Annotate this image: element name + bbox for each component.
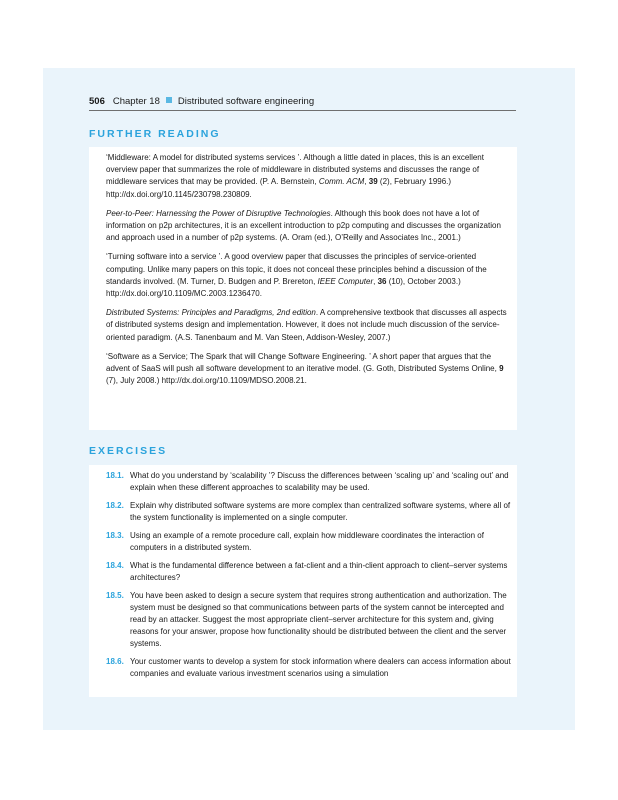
chapter-label: Chapter 18 bbox=[112, 96, 160, 107]
reading-entry: ‘Turning software into a service ’. A good overview paper that discusses the principles of service-oriented computing. Unlike many papers on this topic, it does not conceal these principles behind a discussion of the standards involved. (M. Turner, D. Budgen and P. Brereton, IEEE Computer, 36 (10), October 2003.) http://dx.doi.org/10.1109/MC.2003.1236470. bbox=[106, 252, 487, 299]
exercise-number: 18.2. bbox=[106, 500, 124, 510]
reading-entry: ‘Middleware: A model for distributed systems services ’. Although a little dated in places, this is an excellent overview paper that summarizes the role of middleware in distributed systems and discusses the range of middleware services that may be provided. (P. A. Bernstein, Comm. ACM, 39 (2), February 1996.) http://dx.doi.org/10.1145/230798.230809. bbox=[106, 153, 484, 199]
exercises-box bbox=[89, 465, 517, 697]
reading-entry: ‘Software as a Service; The Spark that will Change Software Engineering. ’ A short paper that argues that the advent of SaaS will push all software development to an iterative model. (G. Goth, Distributed Systems Online, 9 (7), July 2008.) http://dx.doi.org/10.1109/MDSO.2008.21. bbox=[106, 351, 504, 386]
exercise-list bbox=[106, 470, 516, 686]
further-reading-heading: FURTHER READING bbox=[89, 128, 221, 140]
exercise-item bbox=[106, 500, 516, 524]
separator-square-icon bbox=[166, 97, 172, 103]
page-number: 506 bbox=[89, 96, 105, 107]
exercise-item bbox=[106, 656, 516, 680]
exercise-item bbox=[106, 470, 516, 494]
reading-list bbox=[106, 152, 507, 394]
exercise-number: 18.6. bbox=[106, 657, 124, 667]
further-reading-box bbox=[89, 147, 517, 430]
exercise-text: Explain why distributed software systems are more complex than centralized software systems, where all of the system functionality is implemented on a single computer. bbox=[130, 500, 511, 523]
exercise-number: 18.1. bbox=[106, 471, 124, 480]
exercise-number: 18.4. bbox=[106, 560, 124, 570]
exercise-number: 18.5. bbox=[106, 590, 124, 600]
exercise-text: Using an example of a remote procedure call, explain how middleware coordinates the interaction of computers in a distributed system. bbox=[130, 530, 484, 553]
chapter-title: Distributed software engineering bbox=[177, 96, 315, 107]
exercise-item bbox=[106, 560, 516, 584]
exercises-heading: EXERCISES bbox=[89, 445, 168, 457]
exercise-text: You have been asked to design a secure system that requires strong authentication and authorization. The system must be designed so that communications between parts of the system cannot be intercepted and read by an attacker. Suggest the most appropriate client–server architecture for this system and, giving reasons for your answer, propose how functionality should be distributed between the client and the server systems. bbox=[130, 590, 507, 649]
exercise-item bbox=[106, 530, 516, 554]
reading-entry: Distributed Systems: Principles and Paradigms, 2nd edition. A comprehensive textbook that discusses all aspects of distributed systems design and implementation. However, it does not include much discussion of the service-oriented paradigm. (A.S. Tanenbaum and M. Van Steen, Addison-Wesley, 2007.) bbox=[106, 308, 507, 342]
exercise-text: What is the fundamental difference between a fat-client and a thin-client approach to client–server systems architectures? bbox=[130, 560, 508, 582]
exercise-text: What do you understand by ‘scalability ’? Discuss the differences between ‘scaling up’ and ‘scaling out’ and explain when these different approaches to scalability may be used. bbox=[130, 471, 509, 493]
reading-entry: Peer-to-Peer: Harnessing the Power of Disruptive Technologies. Although this book does not have a lot of information on p2p architectures, it is an excellent introduction to p2p computing and discusses the organization and approach used in a number of p2p systems. (A. Oram (ed.), O’Reilly and Associates Inc., 2001.) bbox=[106, 208, 501, 243]
running-head bbox=[89, 94, 516, 111]
exercise-text: Your customer wants to develop a system for stock information where dealers can access information about companies and evaluate various investment scenarios using a simulation bbox=[130, 657, 511, 679]
exercise-number: 18.3. bbox=[106, 530, 124, 540]
exercise-item bbox=[106, 590, 516, 651]
